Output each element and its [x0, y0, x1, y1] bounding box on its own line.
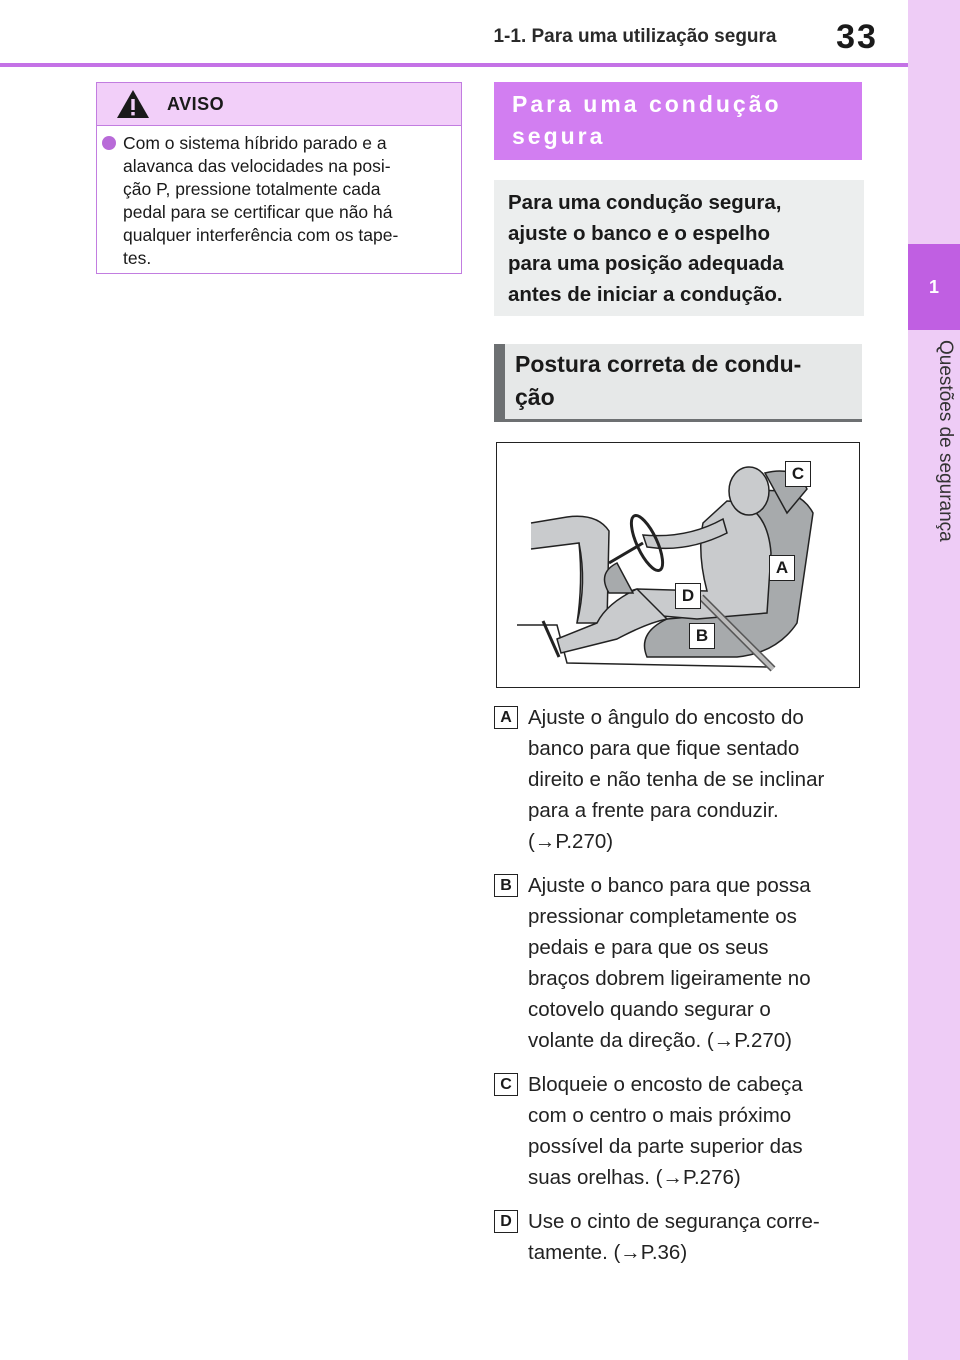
warning-line: alavanca das velocidades na posi- — [123, 156, 391, 176]
item-line: (→P.270) — [528, 830, 614, 853]
intro-line: antes de iniciar a condução. — [508, 282, 783, 306]
item-line: suas orelhas. (→P.276) — [528, 1166, 741, 1189]
item-line: com o centro o mais próximo — [528, 1104, 792, 1127]
instruction-item — [494, 1206, 864, 1268]
section-title-line: Para uma condução — [512, 91, 782, 117]
section-title-line: segura — [512, 123, 606, 149]
item-line: pedais e para que os seus — [528, 936, 769, 959]
item-line: Bloqueie o encosto de cabeça — [528, 1073, 803, 1096]
figure-label-c: C — [785, 461, 811, 487]
chapter-number: 1 — [908, 244, 960, 330]
instruction-item — [494, 870, 864, 1056]
item-line: cotovelo quando segurar o — [528, 998, 771, 1021]
figure-label-b: B — [689, 623, 715, 649]
item-line: Use o cinto de segurança corre- — [528, 1210, 820, 1233]
bullet-icon — [102, 136, 116, 150]
warning-line: ção P, pressione totalmente cada — [123, 179, 381, 199]
item-line: braços dobrem ligeiramente no — [528, 967, 811, 990]
item-line: Ajuste o banco para que possa — [528, 874, 811, 897]
item-line: para a frente para conduzir. — [528, 799, 779, 822]
driving-posture-figure — [496, 442, 860, 688]
warning-line: tes. — [123, 248, 152, 268]
item-key: A — [494, 706, 518, 729]
subheading — [494, 344, 862, 422]
item-line: direito e não tenha de se inclinar — [528, 768, 825, 791]
figure-label-a: A — [769, 555, 795, 581]
item-key: C — [494, 1073, 518, 1096]
intro-line: Para uma condução segura, — [508, 191, 782, 214]
warning-line: qualquer interferência com os tape- — [123, 225, 399, 245]
warning-triangle-icon — [115, 88, 151, 120]
warning-line: Com o sistema híbrido parado e a — [123, 133, 387, 153]
item-line: pressionar completamente os — [528, 905, 797, 928]
figure-label-d: D — [675, 583, 701, 609]
intro-line: para uma posição adequada — [508, 252, 784, 275]
item-key: D — [494, 1210, 518, 1233]
subheading-line: Postura correta de condu- — [515, 351, 802, 377]
warning-body — [97, 126, 461, 270]
warning-header — [97, 83, 461, 126]
subheading-line: ção — [515, 384, 555, 410]
instruction-item — [494, 1069, 864, 1193]
header-rule — [0, 63, 908, 67]
instruction-item — [494, 702, 864, 857]
item-line: banco para que fique sentado — [528, 737, 800, 760]
warning-line: pedal para se certificar que não há — [123, 202, 393, 222]
item-line: possível da parte superior das — [528, 1135, 803, 1158]
warning-title: AVISO — [167, 94, 225, 114]
side-tab — [908, 0, 960, 1360]
section-title — [494, 82, 862, 160]
item-line: tamente. (→P.36) — [528, 1241, 688, 1264]
running-header: 1-1. Para uma utilização segura — [493, 26, 777, 47]
item-line: Ajuste o ângulo do encosto do — [528, 706, 804, 729]
page-number: 33 — [836, 18, 878, 56]
item-line: volante da direção. (→P.270) — [528, 1029, 793, 1052]
chapter-label: Questões de segurança — [935, 340, 956, 542]
warning-box — [96, 82, 462, 274]
item-key: B — [494, 874, 518, 897]
intro-line: ajuste o banco e o espelho — [508, 221, 771, 245]
intro-box — [494, 180, 864, 316]
